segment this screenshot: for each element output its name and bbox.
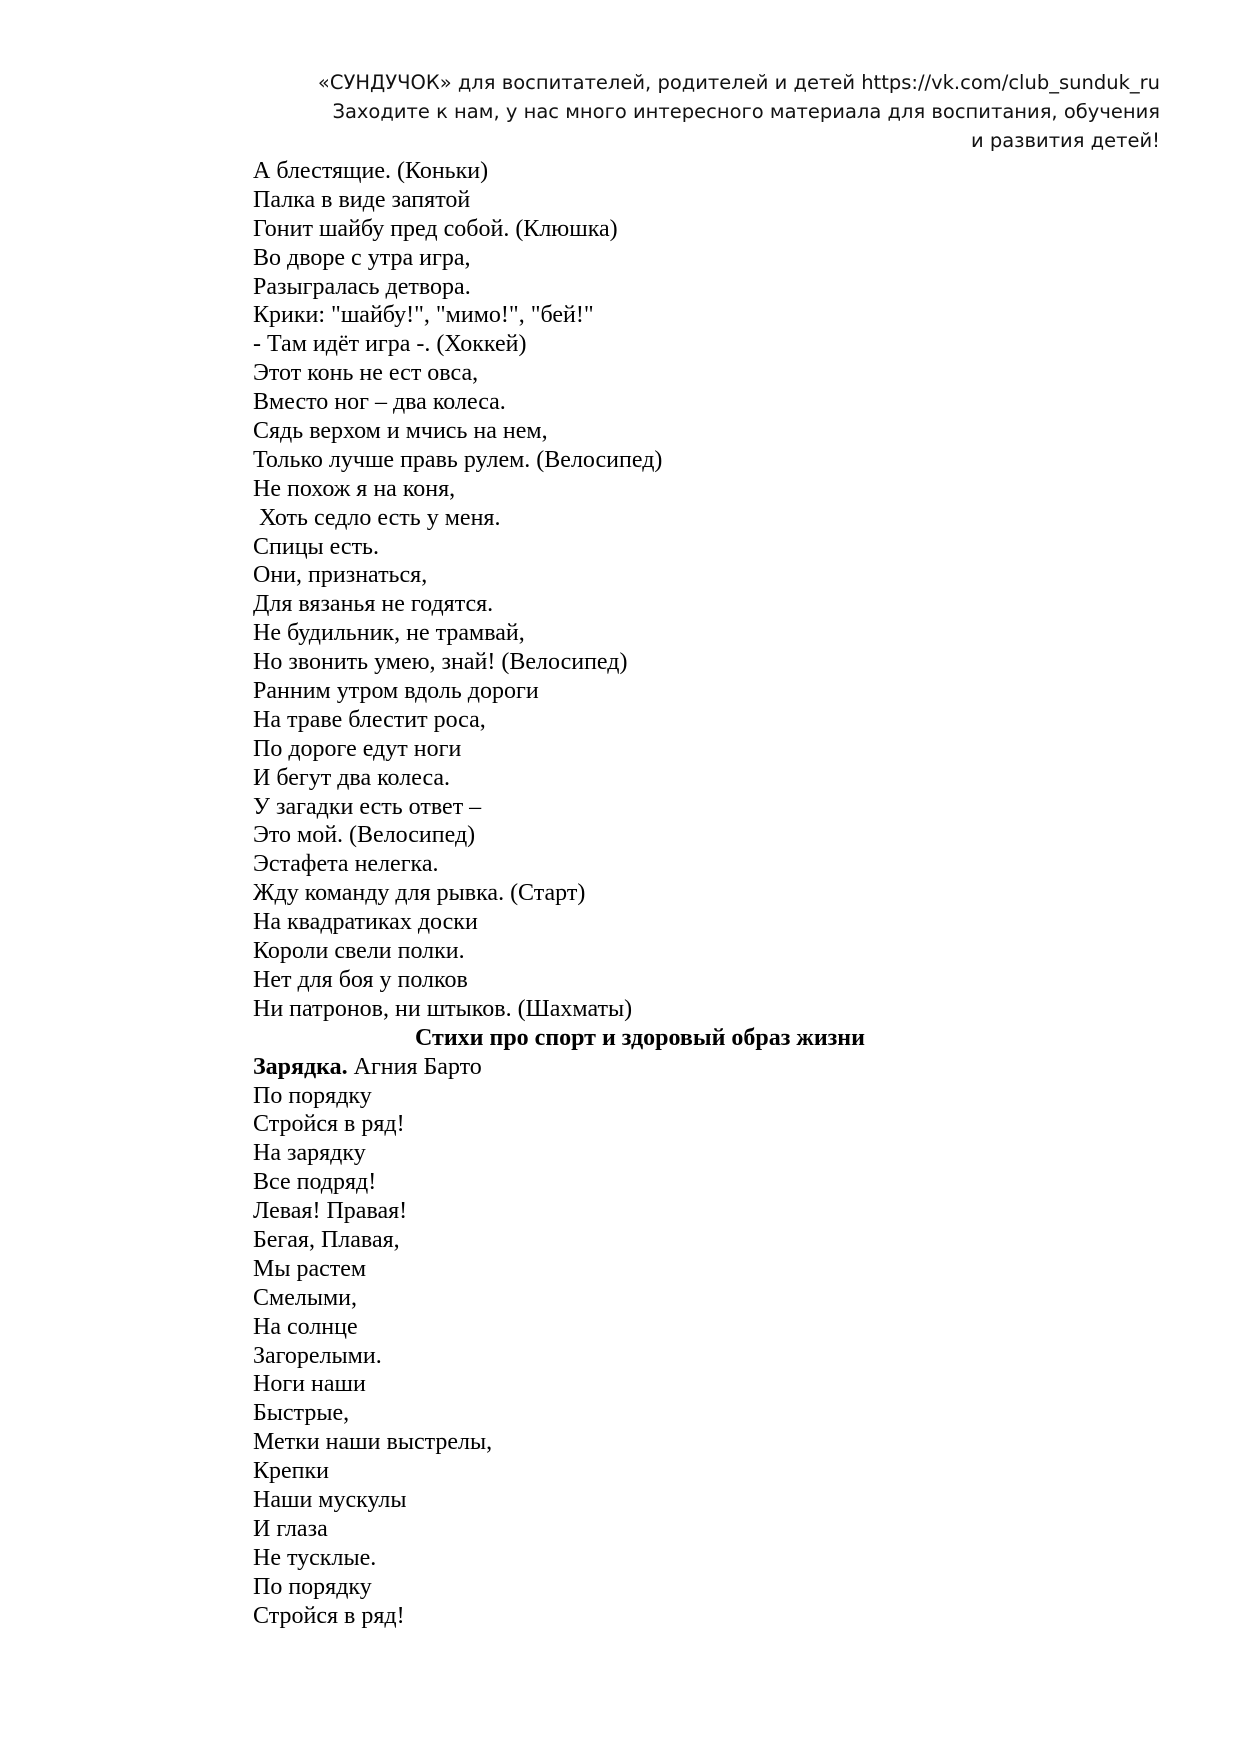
riddle-line: Спицы есть. — [253, 533, 379, 560]
riddle-line: Ни патронов, ни штыков. (Шахматы) — [253, 995, 633, 1022]
poem-line: Смелыми, — [253, 1284, 357, 1311]
riddle-line: Для вязанья не годятся. — [253, 591, 494, 618]
riddle-line: Они, признаться, — [253, 562, 428, 589]
riddle-line: Эстафета нелегка. — [253, 851, 439, 878]
poem-line: Наши мускулы — [253, 1486, 407, 1513]
poem-line: Все подряд! — [253, 1169, 377, 1196]
poem-title: Зарядка. — [253, 1053, 348, 1080]
poem-line: По порядку — [253, 1082, 372, 1109]
poem-line: Загорелыми. — [253, 1342, 382, 1369]
riddle-line: По дороге едут ноги — [253, 735, 462, 762]
riddle-line: Крики: "шайбу!", "мимо!", "бей!" — [253, 302, 594, 329]
poem-line: Крепки — [253, 1458, 330, 1485]
riddle-line: И бегут два колеса. — [253, 764, 451, 791]
poem-line: Левая! Правая! — [253, 1198, 408, 1225]
riddle-line: - Там идёт игра -. (Хоккей) — [253, 331, 527, 358]
poem-line: Ноги наши — [253, 1371, 366, 1398]
riddle-line: А блестящие. (Коньки) — [253, 158, 489, 184]
page-header — [260, 68, 1160, 155]
poem-line: По порядку — [253, 1573, 372, 1600]
riddle-line: Короли свели полки. — [253, 938, 465, 965]
riddle-line: Хоть седло есть у меня. — [253, 504, 501, 531]
riddle-line: Жду команду для рывка. (Старт) — [253, 880, 586, 907]
riddle-line: Не похож я на коня, — [253, 475, 456, 502]
poem-line: Метки наши выстрелы, — [253, 1429, 493, 1456]
riddle-line: Разыгралась детвора. — [253, 273, 471, 300]
riddle-line: Сядь верхом и мчись на нем, — [253, 418, 548, 445]
poem-line: И глаза — [253, 1515, 328, 1542]
riddles-block — [253, 157, 1093, 1024]
riddle-line: Это мой. (Велосипед) — [253, 822, 476, 849]
poem-line: Не тусклые. — [253, 1544, 377, 1571]
poem-block — [253, 1082, 1093, 1631]
riddle-line: На квадратиках доски — [253, 909, 478, 936]
riddle-line: Но звонить умею, знай! (Велосипед) — [253, 649, 628, 676]
poem-line: Быстрые, — [253, 1400, 350, 1427]
riddle-line: На траве блестит роса, — [253, 706, 486, 733]
riddle-line: Ранним утром вдоль дороги — [253, 678, 539, 705]
document-body — [253, 157, 1093, 1630]
riddle-line: Нет для боя у полков — [253, 966, 468, 993]
poem-line: На зарядку — [253, 1140, 366, 1167]
poem-line: Мы растем — [253, 1255, 367, 1282]
header-line-1: «СУНДУЧОК» для воспитателей, родителей и детей https://vk.com/club_sunduk_ru — [317, 71, 1160, 94]
header-line-3: и развития детей! — [970, 129, 1160, 152]
section-title: Стихи про спорт и здоровый образ жизни — [415, 1024, 865, 1051]
poem-line: Бегая, Плавая, — [253, 1226, 400, 1253]
riddle-line: Во дворе с утра игра, — [253, 244, 471, 271]
poem-author: Агния Барто — [347, 1053, 482, 1080]
riddle-line: Гонит шайбу пред собой. (Клюшка) — [253, 215, 618, 242]
riddle-line: Палка в виде запятой — [253, 186, 471, 213]
poem-line: Стройся в ряд! — [253, 1111, 405, 1138]
riddle-line: Вместо ног – два колеса. — [253, 389, 506, 416]
riddle-line: Только лучше правь рулем. (Велосипед) — [253, 446, 663, 473]
header-line-2: Заходите к нам, у нас много интересного материала для воспитания, обучения — [332, 100, 1160, 123]
riddle-line: Не будильник, не трамвай, — [253, 620, 525, 647]
riddle-line: Этот конь не ест овса, — [253, 360, 479, 387]
poem-line: Стройся в ряд! — [253, 1602, 405, 1629]
poem-heading — [253, 1053, 1093, 1082]
poem-line: На солнце — [253, 1313, 358, 1340]
riddle-line: У загадки есть ответ – — [253, 793, 482, 820]
